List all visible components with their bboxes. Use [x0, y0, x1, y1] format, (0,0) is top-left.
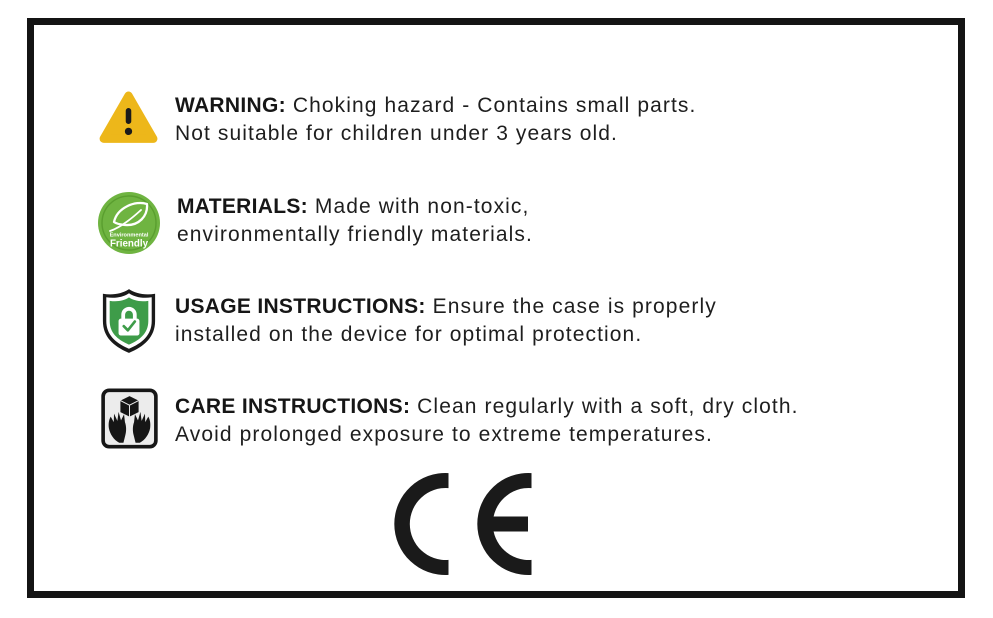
warning-text	[175, 92, 696, 148]
materials-line2: environmentally friendly materials.	[177, 223, 533, 246]
usage-line1: USAGE INSTRUCTIONS: Ensure the case is properly	[175, 295, 717, 318]
usage-text	[175, 293, 717, 349]
handle-with-care-icon	[101, 388, 158, 449]
care-line1: CARE INSTRUCTIONS: Clean regularly with a soft, dry cloth.	[175, 395, 799, 418]
usage-line2: installed on the device for optimal protection.	[175, 323, 643, 346]
care-label: CARE INSTRUCTIONS:	[175, 395, 411, 418]
warning-line2: Not suitable for children under 3 years old.	[175, 122, 618, 145]
care-line2: Avoid prolonged exposure to extreme temperatures.	[175, 423, 713, 446]
eco-friendly-badge-icon	[97, 191, 161, 255]
ce-mark-icon	[394, 472, 534, 576]
warning-line1: WARNING: Choking hazard - Contains small parts.	[175, 94, 697, 117]
eco-badge-small-text: Environmental	[109, 232, 149, 239]
security-shield-lock-icon	[100, 287, 158, 355]
materials-line1: MATERIALS: Made with non-toxic,	[177, 195, 530, 218]
usage-label: USAGE INSTRUCTIONS:	[175, 295, 426, 318]
care-text	[175, 393, 799, 449]
label-frame-border	[27, 18, 965, 598]
eco-badge-big-text: Friendly	[109, 238, 149, 250]
warning-label: WARNING:	[175, 94, 286, 117]
warning-triangle-icon	[99, 90, 158, 145]
materials-label: MATERIALS:	[177, 195, 308, 218]
materials-text	[177, 193, 533, 249]
